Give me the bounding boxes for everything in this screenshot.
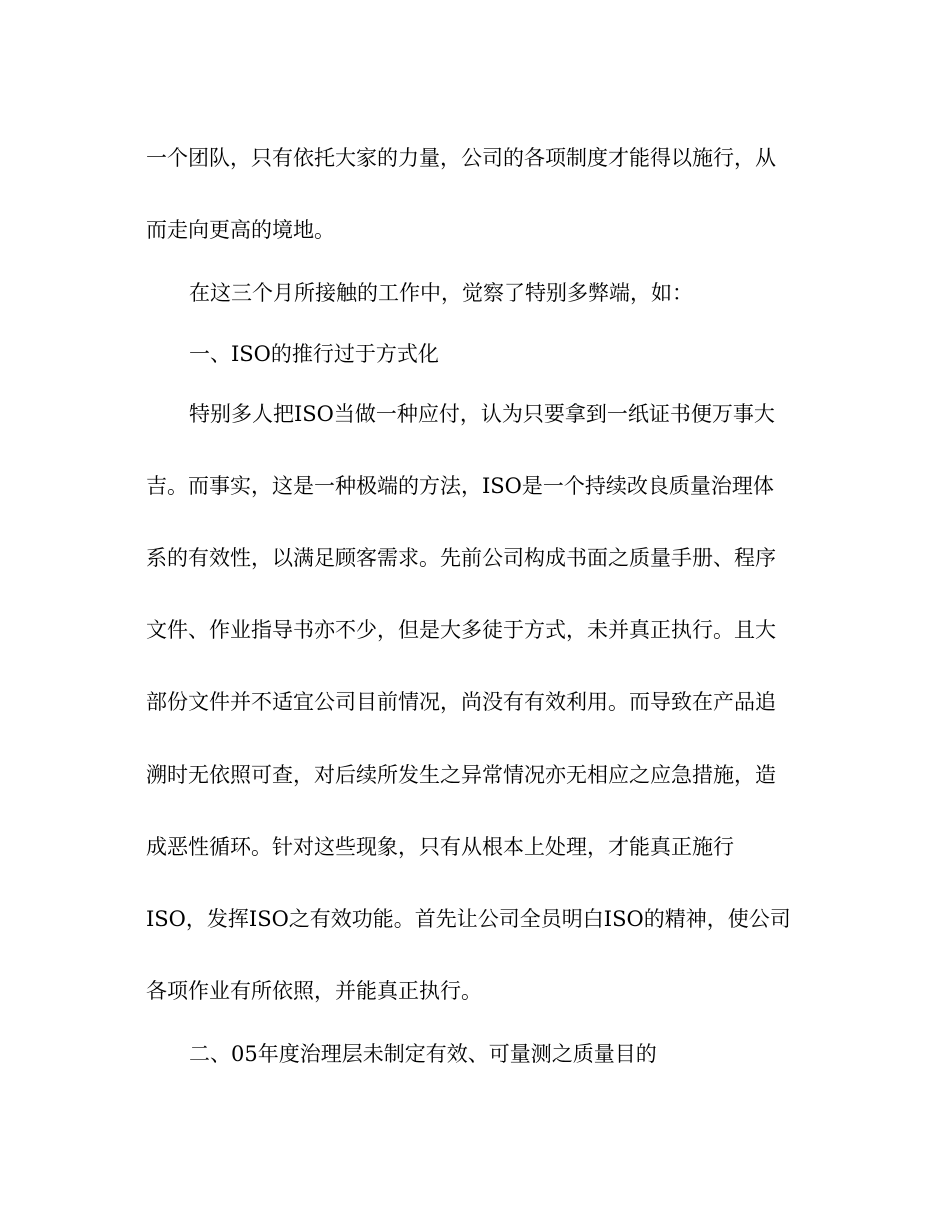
paragraph-line: 吉。而事实，这是一种极端的方法，ISO是一个持续改良质量治理体 <box>146 474 774 498</box>
paragraph-line: 而走向更高的境地。 <box>146 218 335 242</box>
paragraph-line: 部份文件并不适宜公司目前情况，尚没有有效利用。而导致在产品追 <box>146 690 776 714</box>
paragraph-line: 各项作业有所依照，并能真正执行。 <box>146 979 482 1003</box>
paragraph-line: 特别多人把ISO当做一种应付，认为只要拿到一纸证书便万事大 <box>189 402 775 426</box>
section-heading: 一、ISO的推行过于方式化 <box>189 342 439 366</box>
section-heading: 二、05年度治理层未制定有效、可量测之质量目的 <box>189 1042 657 1066</box>
paragraph-line: 系的有效性，以满足顾客需求。先前公司构成书面之质量手册、程序 <box>146 546 776 570</box>
paragraph-line: 溯时无依照可查，对后续所发生之异常情况亦无相应之应急措施，造 <box>146 763 776 787</box>
paragraph-line: 一个团队，只有依托大家的力量，公司的各项制度才能得以施行，从 <box>146 146 776 170</box>
paragraph-line: 文件、作业指导书亦不少，但是大多徒于方式，未并真正执行。且大 <box>146 618 776 642</box>
paragraph-line: 成恶性循环。针对这些现象，只有从根本上处理，才能真正施行 <box>146 835 734 859</box>
paragraph-line: 在这三个月所接触的工作中，觉察了特别多弊端，如： <box>189 281 693 305</box>
paragraph-line: ISO，发挥ISO之有效功能。首先让公司全员明白ISO的精神，使公司 <box>146 907 791 931</box>
